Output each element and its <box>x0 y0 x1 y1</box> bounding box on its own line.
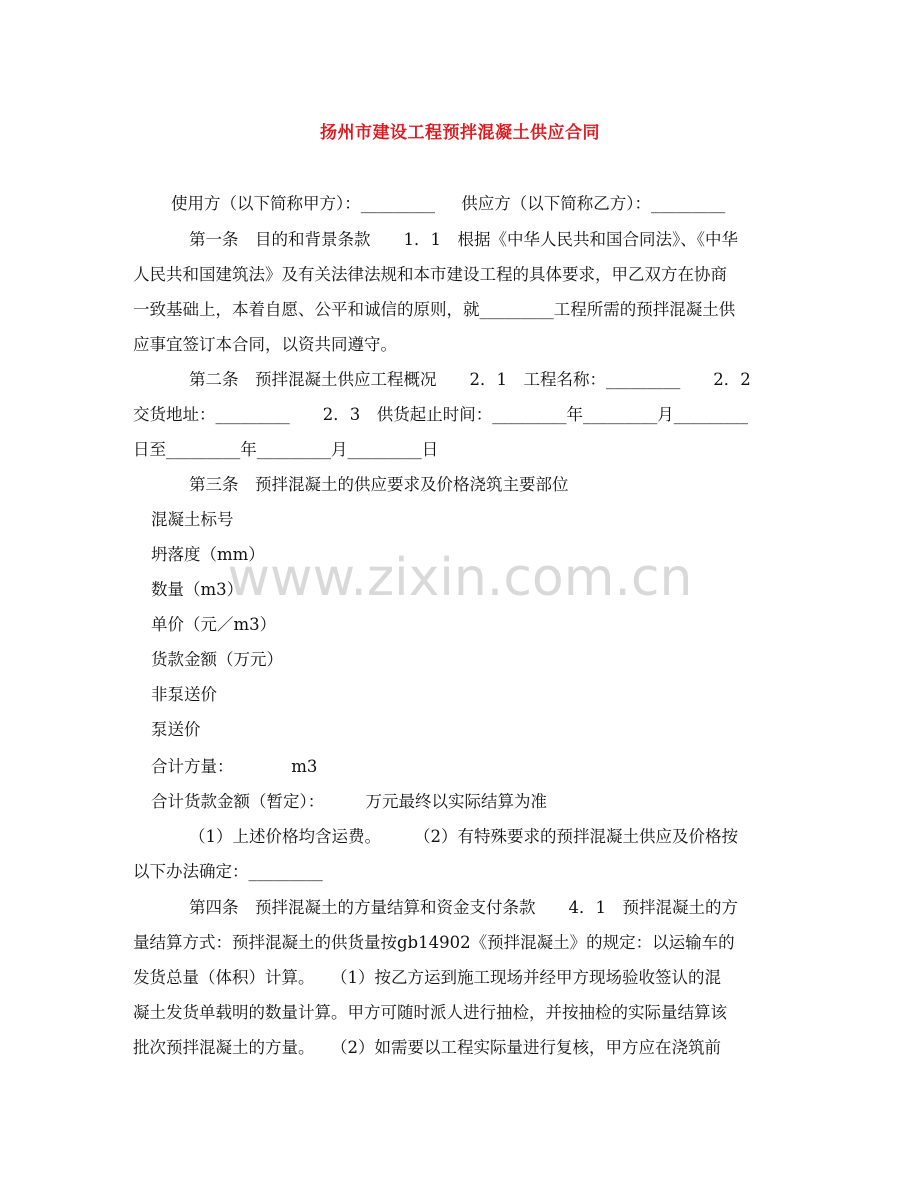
list-item: 坍落度（mm） <box>151 545 265 564</box>
total-volume-line: 合计方量： m3 <box>151 757 318 776</box>
article-4-line-2: 量结算方式：预拌混凝土的供货量按gb14902《预拌混凝土》的规定：以运输车的 <box>133 933 735 952</box>
document-title: 扬州市建设工程预拌混凝土供应合同 <box>320 123 600 143</box>
list-item: 非泵送价 <box>151 685 217 704</box>
article-2-line-2: 交货地址：_________ 2．3 供货起止时间：_________年_________月_________ <box>133 405 748 424</box>
article-1-line-4: 应事宜签订本合同，以资共同遵守。 <box>133 335 397 354</box>
total-amount-line: 合计货款金额（暂定）： 万元最终以实际结算为准 <box>151 792 547 811</box>
list-item: 混凝土标号 <box>151 510 234 529</box>
price-note-line-2: 以下办法确定：_________ <box>133 862 323 881</box>
list-item: 泵送价 <box>151 720 201 739</box>
list-item: 单价（元／m3） <box>151 615 277 634</box>
article-1-line-2: 人民共和国建筑法》及有关法律法规和本市建设工程的具体要求，甲乙双方在协商 <box>133 265 727 284</box>
article-4-line-3: 发货总量（体积）计算。 （1）按乙方运到施工现场并经甲方现场验收签认的混 <box>133 968 721 987</box>
article-1-line-3: 一致基础上，本着自愿、公平和诚信的原则，就_________工程所需的预拌混凝土供 <box>133 300 736 319</box>
article-4-line-1: 第四条 预拌混凝土的方量结算和资金支付条款 4．1 预拌混凝土的方 <box>189 898 738 917</box>
article-3-heading: 第三条 预拌混凝土的供应要求及价格浇筑主要部位 <box>189 475 569 494</box>
article-2-line-1: 第二条 预拌混凝土供应工程概况 2．1 工程名称：_________ 2．2 <box>189 370 751 389</box>
list-item: 货款金额（万元） <box>151 650 283 669</box>
price-note-line-1: （1）上述价格均含运费。 （2）有特殊要求的预拌混凝土供应及价格按 <box>189 827 738 846</box>
article-2-line-3: 日至_________年_________月_________日 <box>133 440 439 459</box>
watermark: www.zixin.com.cn <box>227 548 693 608</box>
article-4-line-4: 凝土发货单载明的数量计算。甲方可随时派人进行抽检，并按抽检的实际量结算该 <box>133 1003 727 1022</box>
article-4-line-5: 批次预拌混凝土的方量。 （2）如需要以工程实际量进行复核，甲方应在浇筑前 <box>133 1038 721 1057</box>
list-item: 数量（m3） <box>151 580 244 599</box>
party-line: 使用方（以下简称甲方）：_________ 供应方（以下简称乙方）：_________ <box>171 194 726 213</box>
article-1-line-1: 第一条 目的和背景条款 1．1 根据《中华人民共和国合同法》、《中华 <box>189 230 738 249</box>
